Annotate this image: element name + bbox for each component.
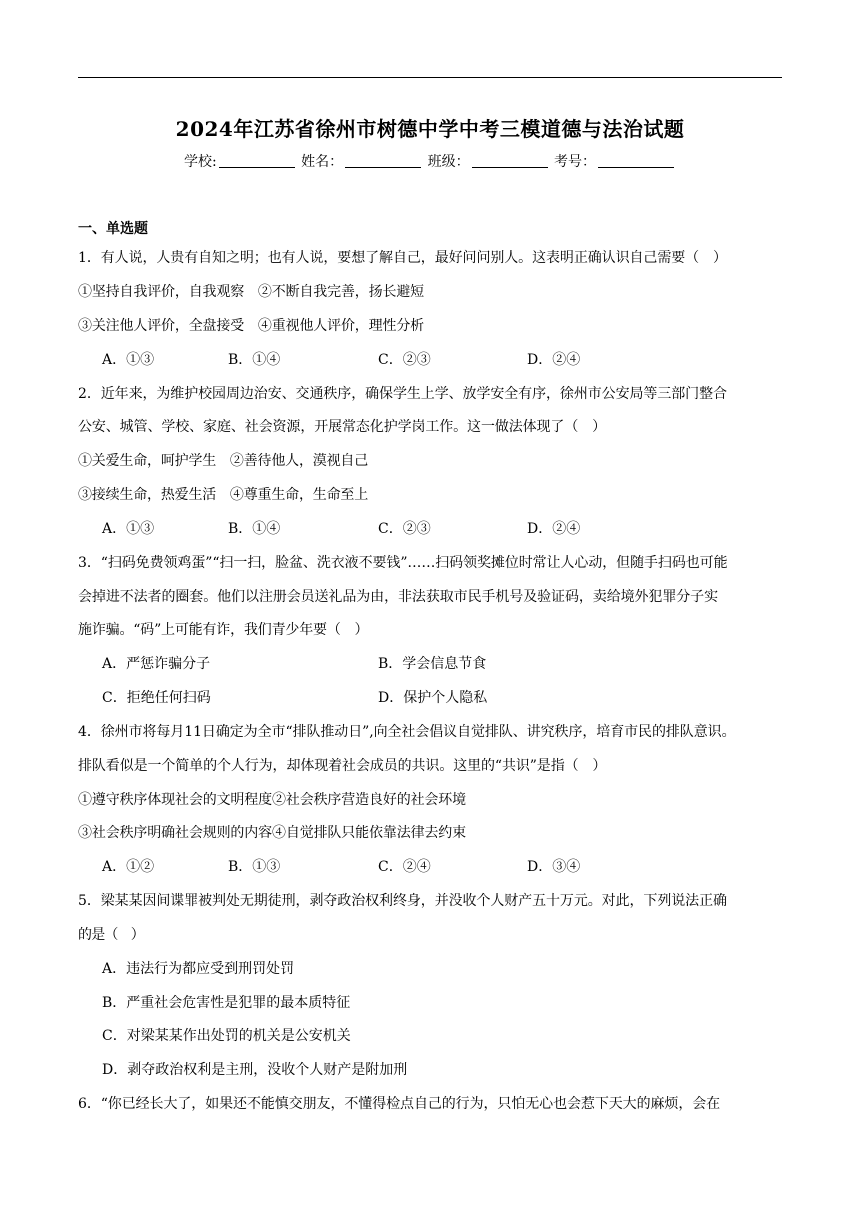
question-4-option-c[interactable]: C．②④	[378, 859, 431, 875]
name-blank[interactable]	[345, 153, 421, 168]
question-2-option-c[interactable]: C．②③	[378, 521, 431, 537]
question-1-option-c[interactable]: C．②③	[378, 352, 431, 368]
question-1-option-b[interactable]: B．①④	[228, 352, 281, 368]
question-6-line-1: 6．“你已经长大了，如果还不能慎交朋友，不懂得检点自己的行为，只怕无心也会惹下天大的麻烦，会在	[78, 1096, 721, 1112]
question-5-option-b[interactable]: B．严重社会危害性是犯罪的最本质特征	[102, 995, 351, 1011]
question-3-option-d[interactable]: D．保护个人隐私	[378, 690, 488, 706]
question-4-line-2: 排队看似是一个简单的个人行为，却体现着社会成员的共识。这里的“共识”是指（ ）	[78, 758, 607, 774]
question-5-line-1: 5．梁某某因间谍罪被判处无期徒刑，剥夺政治权利终身，并没收个人财产五十万元。对此，下列说法正确	[78, 893, 727, 909]
question-3-option-a[interactable]: A．严惩诈骗分子	[102, 656, 211, 672]
question-1-statement-1: ①坚持自我评价，自我观察 ②不断自我完善，扬长避短	[78, 284, 424, 300]
question-5-line-2: 的是（ ）	[78, 927, 144, 943]
question-4-option-a[interactable]: A．①②	[102, 859, 155, 875]
name-label: 姓名：	[301, 154, 344, 170]
question-3-line-2: 会掉进不法者的圈套。他们以注册会员送礼品为由，非法获取市民手机号及验证码，卖给境外犯罪分子实	[78, 589, 718, 605]
question-2-option-d[interactable]: D．②④	[527, 521, 581, 537]
question-1-option-d[interactable]: D．②④	[527, 352, 581, 368]
question-4-option-d[interactable]: D．③④	[527, 859, 581, 875]
question-1-line-1: 1．有人说，人贵有自知之明；也有人说，要想了解自己，最好问问别人。这表明正确认识自己需要（ ）	[78, 250, 727, 266]
class-label: 班级：	[427, 154, 470, 170]
question-5-option-a[interactable]: A．违法行为都应受到刑罚处罚	[102, 961, 295, 977]
class-blank[interactable]	[472, 153, 548, 168]
question-3-line-3: 施诈骗。“码”上可能有诈，我们青少年要（ ）	[78, 622, 369, 638]
section-title: 一、单选题	[78, 221, 148, 237]
question-5-option-d[interactable]: D．剥夺政治权利是主刑，没收个人财产是附加刑	[102, 1062, 408, 1078]
school-blank[interactable]	[219, 153, 295, 168]
question-3-option-c[interactable]: C．拒绝任何扫码	[102, 690, 211, 706]
question-2-line-2: 公安、城管、学校、家庭、社会资源，开展常态化护学岗工作。这一做法体现了（ ）	[78, 419, 607, 435]
question-2-option-a[interactable]: A．①③	[102, 521, 155, 537]
question-2-statement-2: ③接续生命，热爱生活 ④尊重生命，生命至上	[78, 487, 369, 503]
question-4-statement-1: ①遵守秩序体现社会的文明程度②社会秩序营造良好的社会环境	[78, 792, 466, 808]
question-3-line-1: 3．“扫码免费领鸡蛋”“扫一扫，脸盆、洗衣液不要钱”……扫码领奖摊位时常让人心动，但随手扫码也可能	[78, 555, 728, 571]
page-title: 2024年江苏省徐州市树德中学中考三模道德与法治试题	[175, 117, 685, 141]
question-5-option-c[interactable]: C．对梁某某作出处罚的机关是公安机关	[102, 1028, 351, 1044]
exam-no-label: 考号：	[554, 154, 597, 170]
question-1-option-a[interactable]: A．①③	[102, 352, 155, 368]
school-label: 学校:	[183, 154, 217, 170]
header-rule	[78, 77, 782, 78]
question-4-statement-2: ③社会秩序明确社会规则的内容④自觉排队只能依靠法律去约束	[78, 825, 466, 841]
question-2-option-b[interactable]: B．①④	[228, 521, 281, 537]
question-4-option-b[interactable]: B．①③	[228, 859, 281, 875]
student-info-line	[0, 151, 860, 171]
question-4-line-1: 4．徐州市将每月11日确定为全市“排队推动日”,向全社会倡议自觉排队、讲究秩序，培育市民的排队意识。	[78, 724, 736, 740]
question-1-statement-2: ③关注他人评价，全盘接受 ④重视他人评价，理性分析	[78, 318, 424, 334]
question-2-statement-1: ①关爱生命，呵护学生 ②善待他人，漠视自己	[78, 453, 369, 469]
question-2-line-1: 2．近年来，为维护校园周边治安、交通秩序，确保学生上学、放学安全有序，徐州市公安局等三部门整合	[78, 386, 727, 402]
exam-no-blank[interactable]	[598, 153, 674, 168]
question-3-option-b[interactable]: B．学会信息节食	[378, 656, 487, 672]
